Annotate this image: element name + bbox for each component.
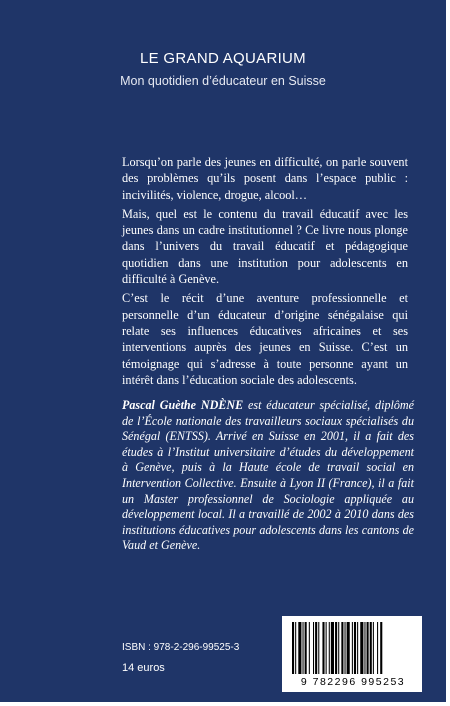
summary-block	[122, 154, 408, 388]
barcode-bar	[331, 622, 334, 674]
isbn-label: ISBN : 978-2-296-99525-3	[122, 642, 240, 653]
barcode-bars	[292, 622, 412, 674]
barcode	[282, 616, 422, 692]
barcode-bar	[292, 622, 294, 674]
barcode-digits: 9 782296 995253	[300, 676, 406, 688]
barcode-bar	[364, 622, 365, 674]
barcode-bar	[298, 622, 301, 674]
barcode-bar	[345, 622, 346, 674]
barcode-bar	[303, 622, 304, 674]
barcode-bar	[373, 622, 374, 674]
barcode-bar	[341, 622, 343, 674]
barcode-bar	[352, 622, 353, 674]
barcode-bar	[329, 622, 330, 674]
barcode-bar	[347, 622, 350, 674]
barcode-bar	[326, 622, 327, 674]
book-subtitle: Mon quotidien d’éducateur en Suisse	[120, 74, 326, 88]
barcode-bar	[354, 622, 356, 674]
barcode-bar	[309, 622, 310, 674]
barcode-bar	[305, 622, 307, 674]
barcode-bar	[315, 622, 317, 674]
summary-paragraph: C’est le récit d’une aventure professionnelle et personnelle d’un éducateur d’origine sénégalaise qui relate ses influences éducatives africaines et ses interventions auprès des jeunes en Suisse. C’est un témoignage qui s’adresse à toute personne ayant un intérêt dans l’éducation sociale des adolescents.	[122, 291, 408, 387]
barcode-bar	[313, 622, 314, 674]
barcode-bar	[367, 622, 369, 674]
author-bio	[122, 398, 414, 554]
book-title: LE GRAND AQUARIUM	[140, 50, 306, 67]
author-name: Pascal Guèthe NDÈNE	[122, 398, 244, 412]
barcode-bar	[335, 622, 337, 674]
summary-paragraph: Mais, quel est le contenu du travail éducatif avec les jeunes dans un cadre institutionnel ? Ce livre nous plonge dans l’univers du travail éducatif et pédagogique quotidien dans une institution pour adolescents en difficulté à Genève.	[122, 206, 408, 287]
barcode-bar	[380, 622, 382, 674]
price-label: 14 euros	[122, 662, 165, 674]
barcode-bar	[360, 622, 363, 674]
barcode-bar	[318, 622, 319, 674]
barcode-bar	[295, 622, 296, 674]
barcode-bar	[370, 622, 372, 674]
author-bio-text: est éducateur spécialisé, diplômé de l’École nationale des travailleurs sociaux spécialisés du Sénégal (ENTSS). Arrivé en Suisse en 2001, il a fait des études à l’Institut universitaire d’études du développement à Genève, puis à la Haute école de travail social en Intervention Collective. Ensuite à Lyon II (France), il a fait un Master professionnel de Sociologie appliquée au développement local. Il a travaillé de 2002 à 2010 dans des institutions éducatives pour adolescents dans les cantons de Vaud et Genève.	[122, 398, 415, 553]
barcode-bar	[357, 622, 358, 674]
barcode-bar	[377, 622, 378, 674]
barcode-bar	[338, 622, 339, 674]
summary-paragraph: Lorsqu’on parle des jeunes en difficulté, on parle souvent des problèmes qu’ils posent dans l’espace public : incivilités, violence, drogue, alcool…	[122, 155, 408, 202]
barcode-bar	[322, 622, 324, 674]
